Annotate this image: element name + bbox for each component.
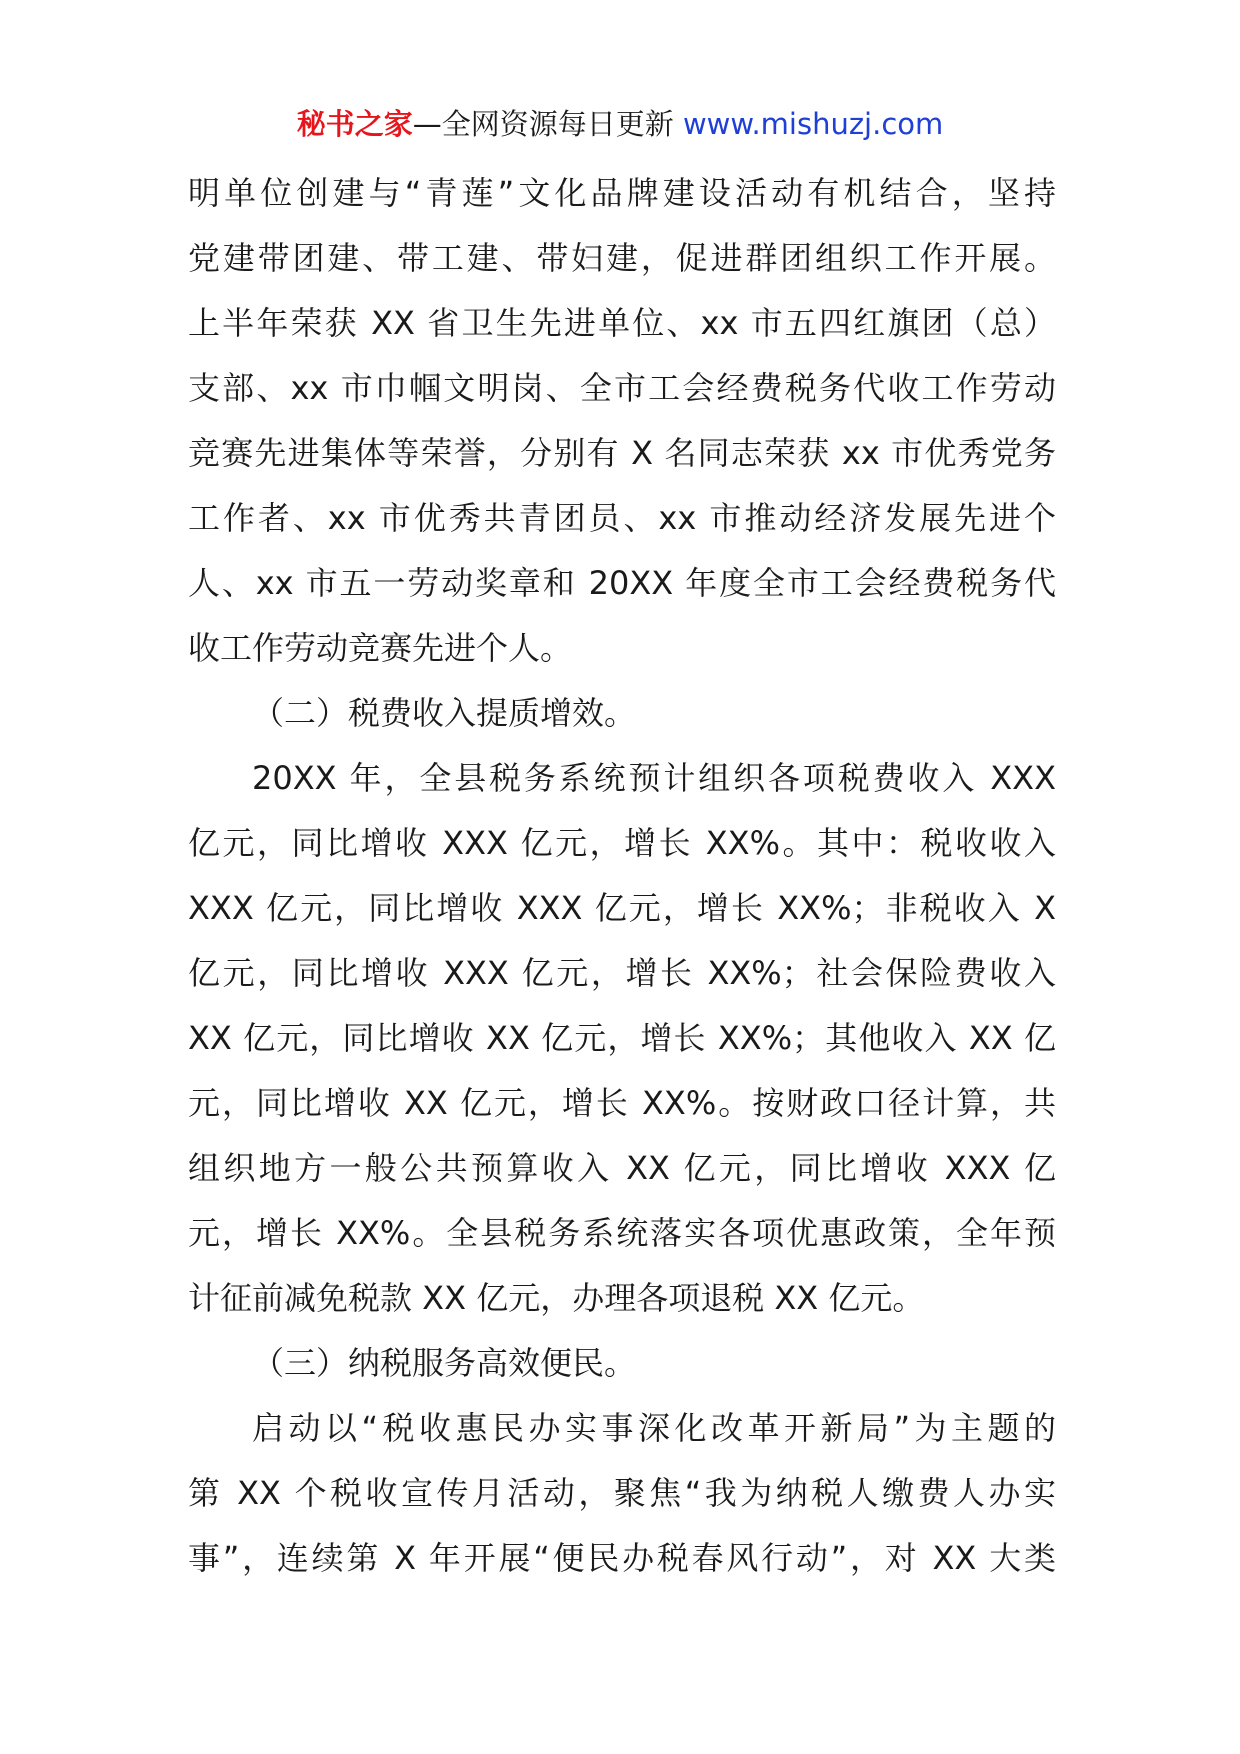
body-line: 党建带团建、带工建、带妇建，促进群团组织工作开展。 — [188, 239, 1056, 277]
body-line: 20XX 年，全县税务系统预计组织各项税费收入 XXX — [252, 759, 1056, 797]
body-line: 第 XX 个税收宣传月活动，聚焦“我为纳税人缴费人办实 — [188, 1474, 1056, 1512]
body-line: 工作者、xx 市优秀共青团员、xx 市推动经济发展先进个 — [188, 499, 1056, 537]
body-line: 启动以“税收惠民办实事深化改革开新局”为主题的 — [252, 1409, 1056, 1447]
document-body — [188, 161, 1056, 1591]
body-line: 元，同比增收 XX 亿元，增长 XX%。按财政口径计算，共 — [188, 1084, 1056, 1122]
section-heading: （三）纳税服务高效便民。 — [252, 1344, 637, 1382]
body-line: 人、xx 市五一劳动奖章和 20XX 年度全市工会经费税务代 — [188, 564, 1056, 602]
body-line: 明单位创建与“青莲”文化品牌建设活动有机结合，坚持 — [188, 174, 1056, 212]
body-line: 竞赛先进集体等荣誉，分别有 X 名同志荣获 xx 市优秀党务 — [188, 434, 1056, 472]
header-tagline: —全网资源每日更新 — [412, 107, 683, 141]
brand-name: 秘书之家 — [296, 107, 413, 141]
body-line: 亿元，同比增收 XXX 亿元，增长 XX%。其中：税收收入 — [188, 824, 1056, 862]
body-line: XX 亿元，同比增收 XX 亿元，增长 XX%；其他收入 XX 亿 — [188, 1019, 1056, 1057]
body-line: 收工作劳动竞赛先进个人。 — [188, 629, 573, 667]
body-line: 计征前减免税款 XX 亿元，办理各项退税 XX 亿元。 — [188, 1279, 925, 1317]
body-line: 亿元，同比增收 XXX 亿元，增长 XX%；社会保险费收入 — [188, 954, 1056, 992]
body-line: XXX 亿元，同比增收 XXX 亿元，增长 XX%；非税收入 X — [188, 889, 1056, 927]
body-line: 事”，连续第 X 年开展“便民办税春风行动”，对 XX 大类 — [188, 1539, 1056, 1577]
section-heading: （二）税费收入提质增效。 — [252, 694, 637, 732]
body-line: 上半年荣获 XX 省卫生先进单位、xx 市五四红旗团（总） — [188, 304, 1056, 342]
body-line: 支部、xx 市巾帼文明岗、全市工会经费税务代收工作劳动 — [188, 369, 1056, 407]
body-line: 元，增长 XX%。全县税务系统落实各项优惠政策，全年预 — [188, 1214, 1056, 1252]
website-url[interactable]: www.mishuzj.com — [682, 107, 944, 141]
watermark-header — [0, 104, 1240, 144]
body-line: 组织地方一般公共预算收入 XX 亿元，同比增收 XXX 亿 — [188, 1149, 1056, 1187]
